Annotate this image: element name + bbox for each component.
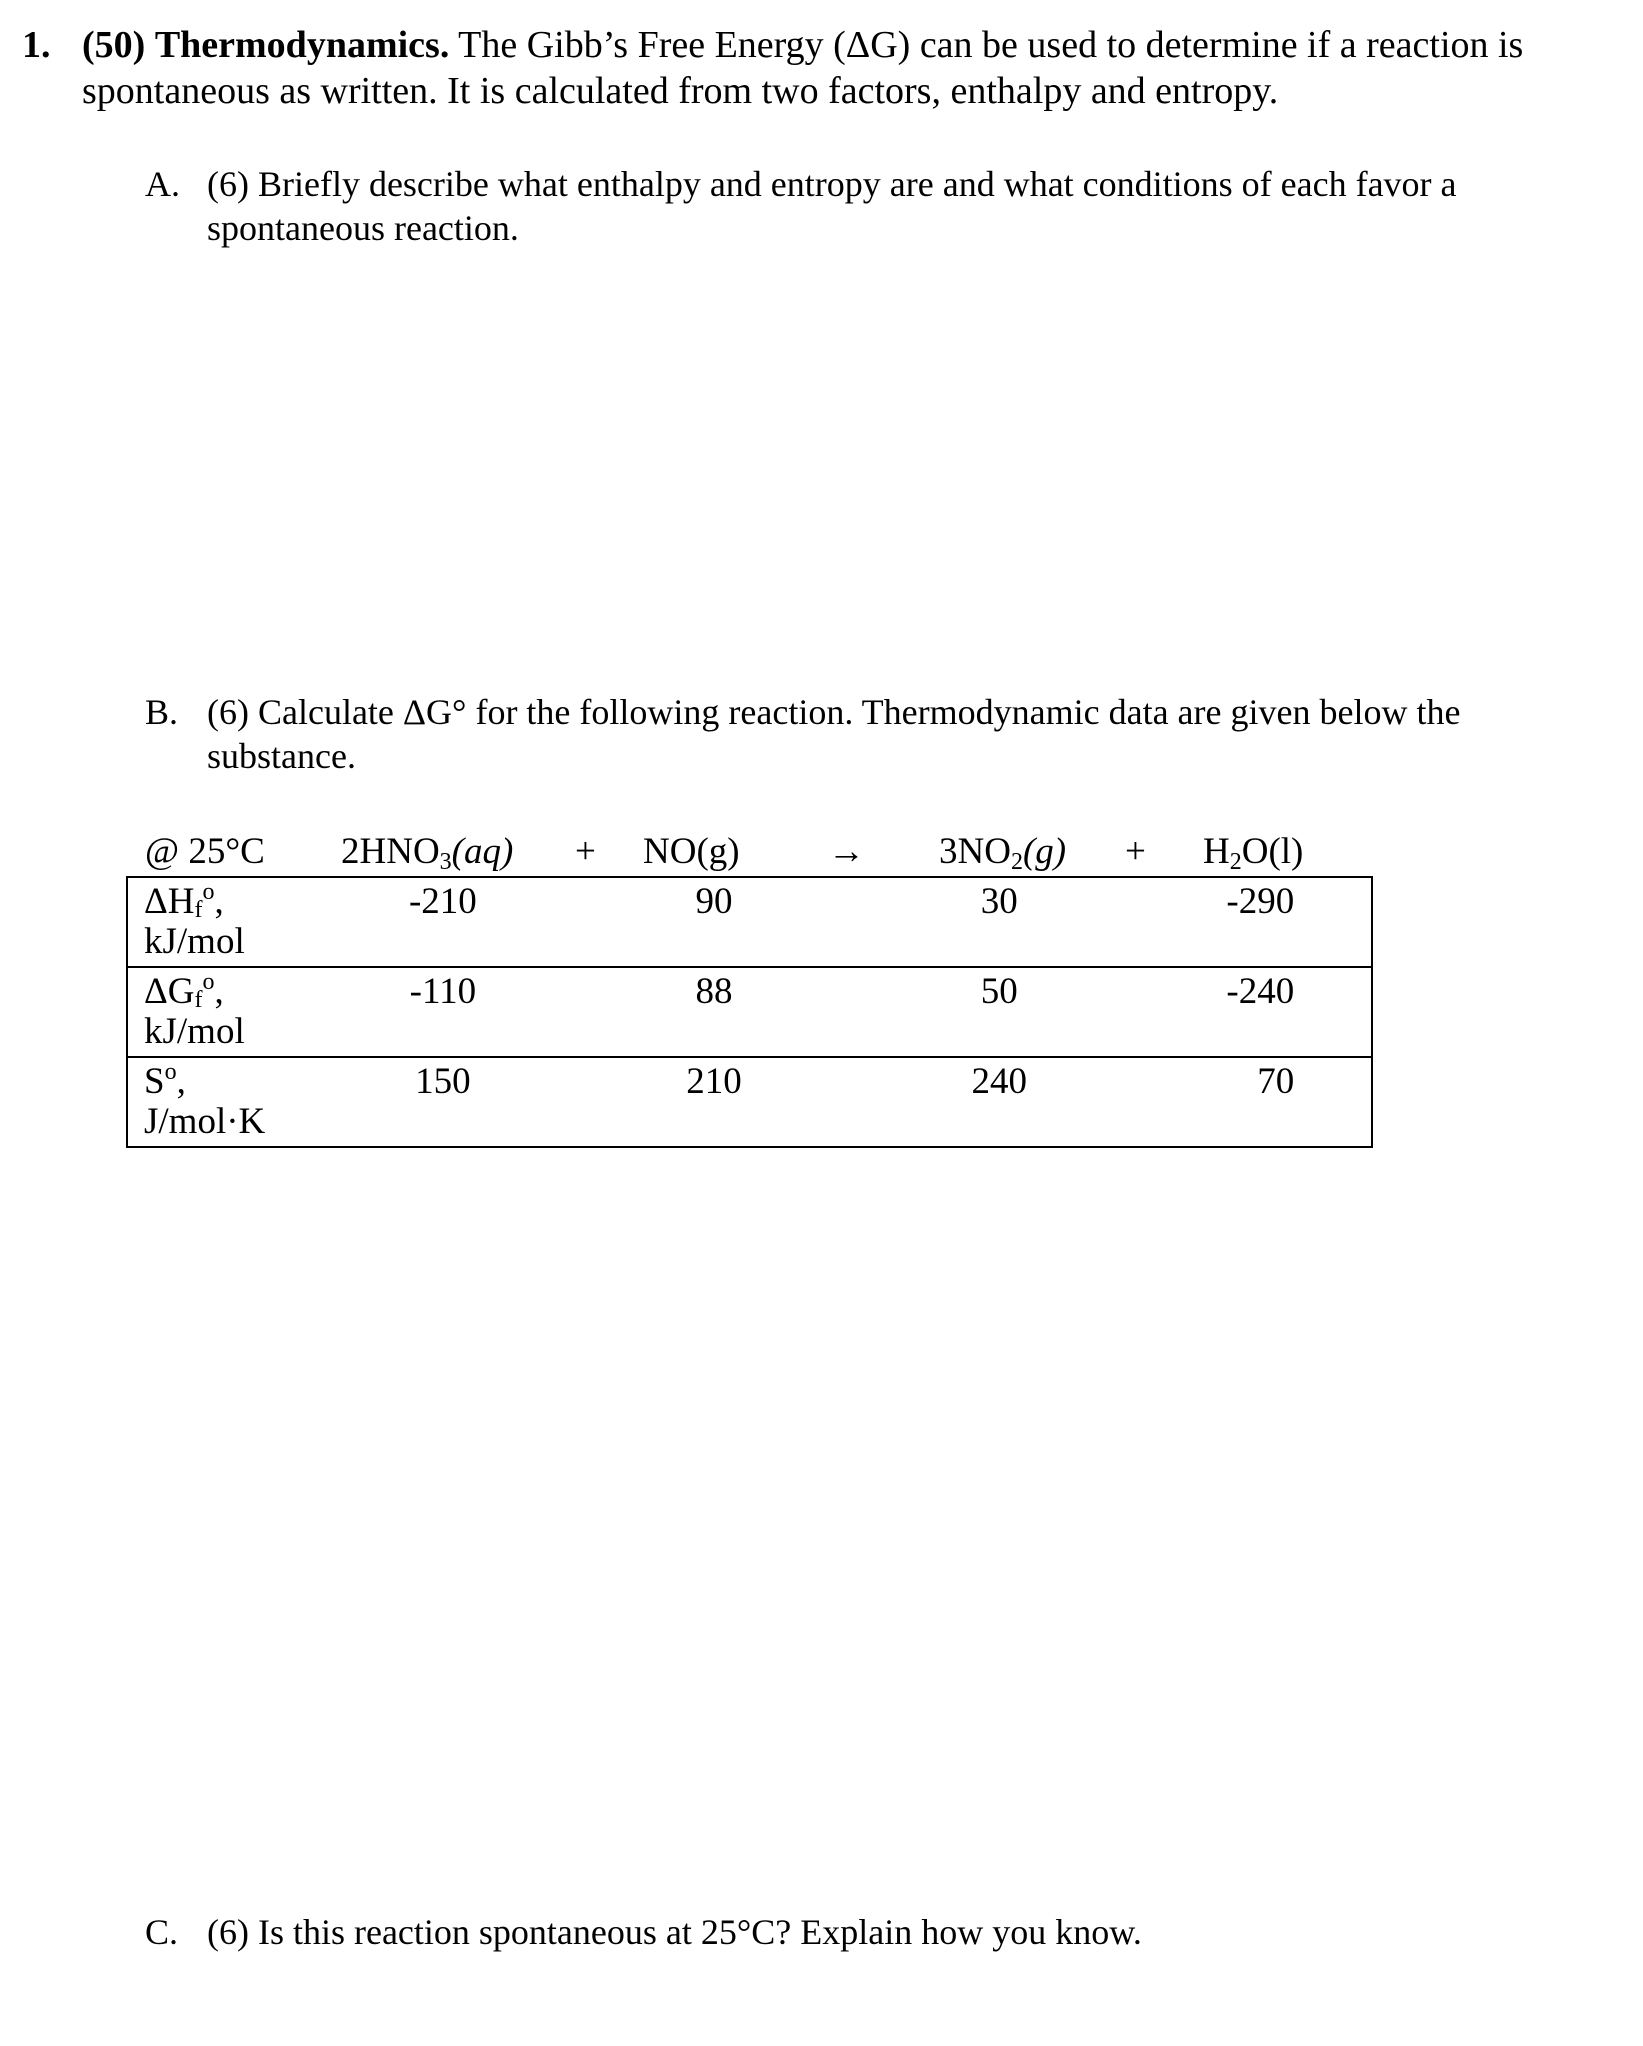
question-1: [22, 22, 1622, 114]
reaction-arrow: →: [828, 831, 865, 872]
part-c-letter: C.: [145, 1912, 179, 1952]
row-label-entropy: $S^o$, J/mol·K: [127, 1057, 312, 1147]
table-cell: 30: [854, 877, 1144, 967]
row-label-enthalpy: ΔHf$^o$, kJ/mol: [127, 877, 312, 967]
reactant-hno3: $2HNO_3(aq)$: [341, 831, 514, 875]
table-row: [127, 877, 1372, 967]
part-a-text: (6) Briefly describe what enthalpy and entropy are and what conditions of each favor a spontaneous reaction.: [207, 164, 1457, 248]
question-intro: [82, 22, 1622, 114]
table-cell: 210: [574, 1057, 854, 1147]
table-cell: 70: [1144, 1057, 1372, 1147]
table-cell: 240: [854, 1057, 1144, 1147]
part-c: [145, 1910, 1585, 1954]
product-h2o: $H_2O(l)$: [1203, 831, 1304, 875]
table-cell: 50: [854, 967, 1144, 1057]
table-row: [127, 967, 1372, 1057]
product-no2: $3NO_2(g)$: [939, 831, 1067, 875]
question-intro-text: The Gibb’s Free Energy (ΔG) can be used to determine if a reaction is spontaneous as written. It is calculated from two factors, enthalpy and entropy.: [82, 24, 1524, 112]
table-row: [127, 1057, 1372, 1147]
plus-sign-1: +: [575, 831, 596, 872]
table-cell: -210: [312, 877, 574, 967]
plus-sign-2: +: [1125, 831, 1146, 872]
table-cell: -110: [312, 967, 574, 1057]
question-topic: Thermodynamics.: [154, 24, 450, 66]
question-points: (50): [82, 24, 146, 66]
table-cell: -240: [1144, 967, 1372, 1057]
part-c-text: (6) Is this reaction spontaneous at 25°C? Explain how you know.: [207, 1912, 1142, 1952]
reaction-equation: [145, 830, 1375, 880]
table-cell: 88: [574, 967, 854, 1057]
thermo-data-table: [126, 876, 1373, 1148]
part-a-letter: A.: [145, 164, 180, 204]
reactant-no: NO(g): [643, 831, 740, 872]
part-b-text: (6) Calculate ΔG° for the following reaction. Thermodynamic data are given below the substance.: [207, 692, 1461, 776]
part-a: [145, 162, 1585, 250]
question-number: 1.: [22, 24, 51, 66]
table-cell: 150: [312, 1057, 574, 1147]
reaction-condition: @ 25°C: [145, 831, 265, 872]
table-cell: 90: [574, 877, 854, 967]
part-b-letter: B.: [145, 692, 179, 732]
part-b: [145, 690, 1585, 778]
row-label-gibbs: ΔGf$^o$, kJ/mol: [127, 967, 312, 1057]
table-cell: -290: [1144, 877, 1372, 967]
